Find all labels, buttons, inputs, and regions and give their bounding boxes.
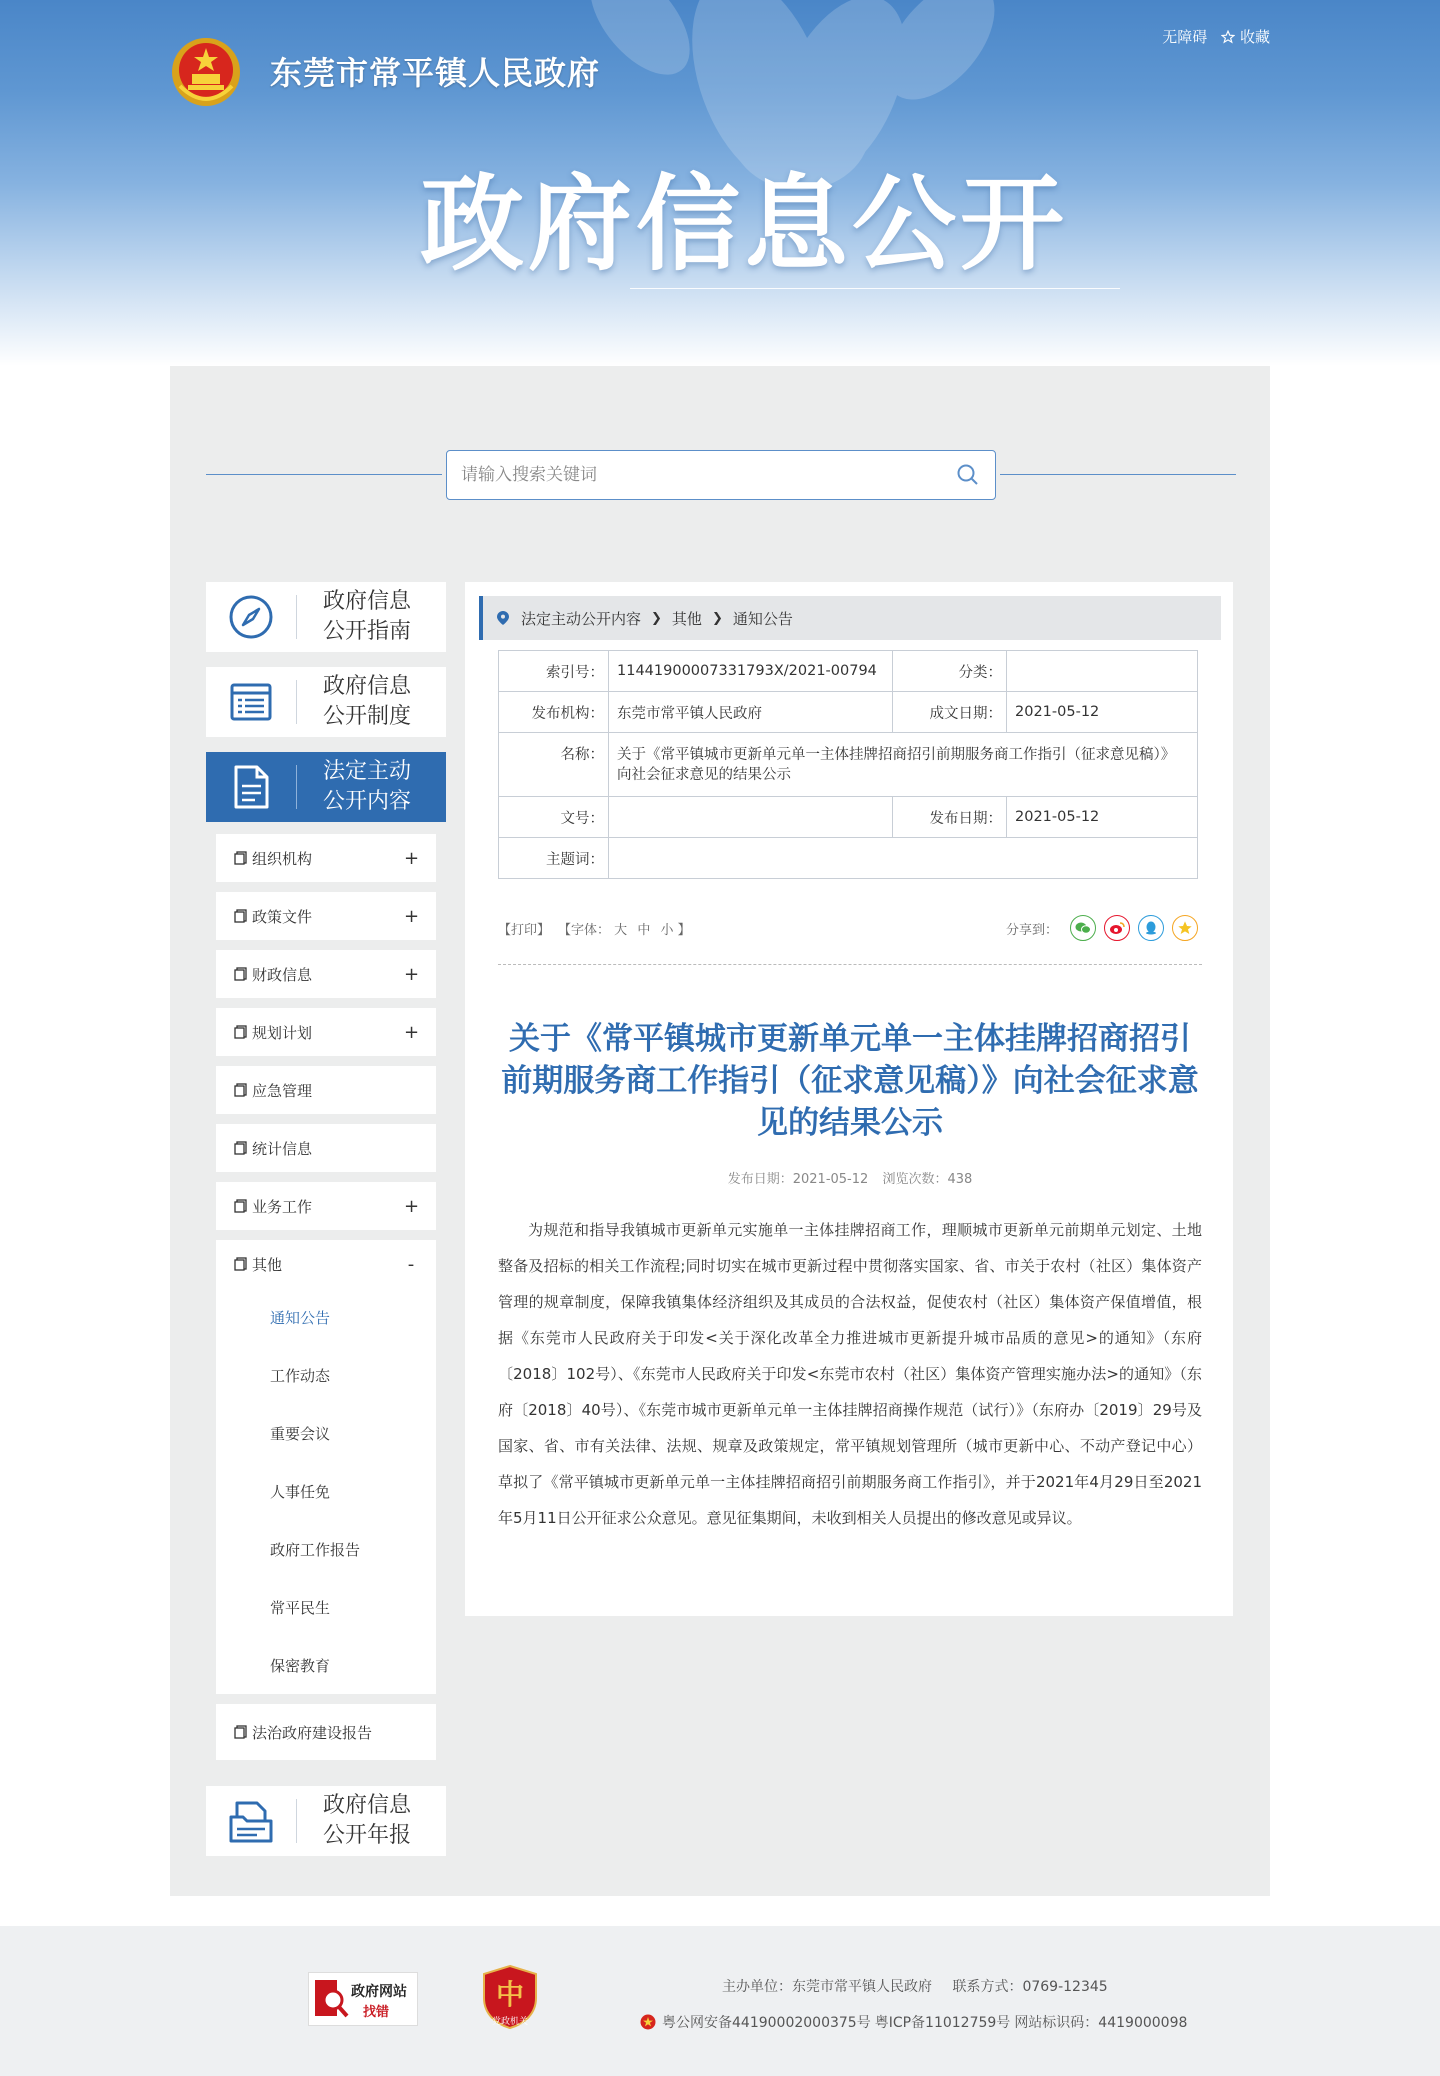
article-toolbar xyxy=(498,912,1198,944)
favorite-link[interactable] xyxy=(1221,26,1270,47)
accessibility-link[interactable]: 无障碍 xyxy=(1162,28,1208,46)
subject-label: 主题词： xyxy=(499,838,609,879)
main-panel xyxy=(170,366,1270,1896)
nav-system-line1: 政府信息 xyxy=(323,674,412,699)
created-date-label: 成文日期： xyxy=(893,692,1007,733)
publisher-value: 东莞市常平镇人民政府 xyxy=(609,692,893,733)
badge2-label: 党政机关 xyxy=(491,2017,528,2027)
doc-name-label: 名称： xyxy=(499,733,609,797)
share-label: 分享到： xyxy=(1005,922,1058,938)
content-card xyxy=(465,582,1233,1616)
category-label: 分类： xyxy=(893,651,1007,692)
subject-value xyxy=(609,838,1198,879)
sidebar-leaf-work-report[interactable]: 政府工作报告 xyxy=(270,1540,361,1559)
star-outline-icon xyxy=(1221,30,1235,44)
search-divider-left xyxy=(206,474,442,475)
qzone-star-icon[interactable] xyxy=(1172,915,1198,941)
nav-statutory-content[interactable] xyxy=(206,752,446,822)
document-small-icon xyxy=(234,1025,248,1039)
breadcrumb xyxy=(479,596,1221,640)
search-area xyxy=(206,450,1236,500)
weibo-icon[interactable] xyxy=(1104,915,1130,941)
breadcrumb-item[interactable]: 其他 xyxy=(671,609,702,628)
site-footer xyxy=(0,1926,1440,2076)
index-label: 索引号： xyxy=(499,651,609,692)
sidebar-item-other[interactable] xyxy=(216,1240,436,1288)
document-small-icon xyxy=(234,1725,248,1739)
sidebar-leaf-livelihood[interactable]: 常平民生 xyxy=(270,1598,331,1617)
sidebar-item-org[interactable] xyxy=(216,834,436,882)
footer-host: 主办单位：东莞市常平镇人民政府 xyxy=(722,1979,932,1995)
nav-content-line2: 公开内容 xyxy=(323,789,412,814)
doc-number-value xyxy=(609,797,893,838)
nav-disclosure-guide[interactable] xyxy=(206,582,446,652)
article-body: 为规范和指导我镇城市更新单元实施单一主体挂牌招商工作，理顺城市更新单元前期单元划定、土地整备及招标的相关工作流程;同时切实在城市更新过程中贯彻落实国家、省、市关于农村（社区）集体资产管理的规章制度，保障我镇集体经济组织及其成员的合法权益，促使农村（社区）集体资产保值增值，根据《东莞市人民政府关于印发<关于深化改革全力推进城市更新提升城市品质的意见>的通知》（东府〔2018〕102号）、《东莞市人民政府关于印发<东莞市农村（社区）集体资产管理实施办法>的通知》（东府〔2018〕40号）、《东莞市城市更新单元单一主体挂牌招商操作规范（试行）》（东府办〔2019〕29号及国家、省、市有关法律、法规、规章及政策规定，常平镇规划管理所（城市更新中心、不动产登记中心）草拟了《常平镇城市更新单元单一主体挂牌招商招引前期服务商工作指引》，并于2021年4月29日至2021年5月11日公开征求公众意见。意见征集期间，未收到相关人员提出的修改意见或异议。 xyxy=(498,1221,1202,1527)
expand-toggle[interactable]: + xyxy=(404,1021,420,1043)
nav-annual-line1: 政府信息 xyxy=(323,1793,412,1818)
article-meta xyxy=(498,1168,1202,1187)
search-box xyxy=(446,450,996,500)
search-icon[interactable] xyxy=(955,462,981,488)
statutory-submenu xyxy=(206,822,446,1786)
sidebar-item-label: 业务工作 xyxy=(252,1197,313,1216)
nav-system-line2: 公开制度 xyxy=(323,704,412,729)
font-suffix: 】 xyxy=(677,922,691,938)
sidebar-item-label: 法治政府建设报告 xyxy=(252,1723,373,1742)
qq-icon[interactable] xyxy=(1138,915,1164,941)
document-small-icon xyxy=(234,1199,248,1213)
footer-registration-info xyxy=(640,2012,1187,2032)
nav-annual-line2: 公开年报 xyxy=(323,1823,412,1848)
publish-date-label: 发布日期： xyxy=(893,797,1007,838)
chevron-right-icon: ❯ xyxy=(651,610,662,626)
expand-toggle[interactable]: + xyxy=(404,1195,420,1217)
list-document-icon xyxy=(228,679,274,725)
sidebar-leaf-work-news[interactable]: 工作动态 xyxy=(270,1366,331,1385)
doc-name-value: 关于《常平镇城市更新单元单一主体挂牌招商招引前期服务商工作指引（征求意见稿）》向社会征求意见的结果公示 xyxy=(609,733,1198,797)
sidebar-item-statistics[interactable] xyxy=(216,1124,436,1172)
sidebar-item-finance[interactable] xyxy=(216,950,436,998)
font-large-link[interactable]: 大 xyxy=(614,922,628,938)
document-icon xyxy=(230,764,272,810)
sidebar-item-emergency[interactable] xyxy=(216,1066,436,1114)
footer-site-id: 网站标识码：4419000098 xyxy=(1014,2015,1188,2031)
category-value xyxy=(1007,651,1198,692)
document-small-icon xyxy=(234,967,248,981)
site-name[interactable]: 东莞市常平镇人民政府 xyxy=(270,54,601,92)
nav-annual-report[interactable] xyxy=(206,1786,446,1856)
search-input[interactable] xyxy=(461,465,955,485)
party-gov-organ-badge[interactable] xyxy=(480,1964,540,2030)
compass-icon xyxy=(228,594,274,640)
favorite-label: 收藏 xyxy=(1239,28,1270,46)
font-prefix: 【字体： xyxy=(558,922,611,938)
nav-disclosure-system[interactable] xyxy=(206,667,446,737)
document-info-table xyxy=(498,650,1198,879)
sidebar-leaf-meetings[interactable]: 重要会议 xyxy=(270,1424,331,1443)
font-small-link[interactable]: 小 xyxy=(660,922,674,938)
badge1-line2: 找错 xyxy=(363,2005,390,2020)
article-title: 关于《常平镇城市更新单元单一主体挂牌招商招引前期服务商工作指引（征求意见稿）》向社会征求意见的结果公示 xyxy=(501,1021,1199,1141)
site-header xyxy=(0,0,1440,366)
sidebar-group-other xyxy=(216,1240,436,1694)
sidebar-leaf-personnel[interactable]: 人事任免 xyxy=(270,1482,331,1501)
article-views: 浏览次数：438 xyxy=(882,1172,973,1187)
expand-toggle[interactable]: + xyxy=(404,963,420,985)
font-medium-link[interactable]: 中 xyxy=(637,922,651,938)
collapse-toggle[interactable]: - xyxy=(407,1253,415,1275)
sidebar-item-rule-of-law-report[interactable] xyxy=(216,1704,436,1760)
index-value: 11441900007331793X/2021-00794 xyxy=(609,651,893,692)
document-small-icon xyxy=(234,909,248,923)
footer-host-info xyxy=(722,1976,1108,1996)
sidebar-item-label: 组织机构 xyxy=(252,849,313,868)
footer-icp[interactable]: 粤ICP备11012759号 xyxy=(874,2015,1011,2031)
nav-guide-line2: 公开指南 xyxy=(323,619,412,644)
sidebar-item-label: 政策文件 xyxy=(252,907,313,926)
top-links xyxy=(1162,26,1270,47)
title-divider xyxy=(630,288,1120,289)
nav-guide-line1: 政府信息 xyxy=(323,589,412,614)
nav-content-line1: 法定主动 xyxy=(323,759,412,784)
article-date: 发布日期：2021-05-12 xyxy=(727,1172,869,1187)
created-date-value: 2021-05-12 xyxy=(1007,692,1198,733)
font-size-control xyxy=(558,919,691,938)
wechat-icon[interactable] xyxy=(1070,915,1096,941)
print-link[interactable]: 【打印】 xyxy=(498,922,551,938)
expand-toggle[interactable]: + xyxy=(404,905,420,927)
document-small-icon xyxy=(234,1141,248,1155)
footer-contact: 联系方式：0769-12345 xyxy=(952,1979,1108,1995)
location-pin-icon xyxy=(497,611,509,625)
doc-number-label: 文号： xyxy=(499,797,609,838)
footer-police[interactable]: 粤公网安备44190002000375号 xyxy=(662,2015,871,2031)
police-badge-icon xyxy=(640,2014,656,2030)
sidebar-leaf-confidentiality[interactable]: 保密教育 xyxy=(270,1656,331,1675)
badge1-line1: 政府网站 xyxy=(351,1984,407,2000)
document-small-icon xyxy=(234,1257,248,1271)
document-small-icon xyxy=(234,851,248,865)
sidebar-item-label: 财政信息 xyxy=(252,965,313,984)
search-divider-right xyxy=(1000,474,1236,475)
share-bar xyxy=(1006,915,1198,941)
chevron-right-icon: ❯ xyxy=(711,610,723,626)
sidebar-item-business[interactable] xyxy=(216,1182,436,1230)
breadcrumb-item[interactable]: 法定主动公开内容 xyxy=(521,609,642,628)
sidebar-item-label: 统计信息 xyxy=(252,1139,313,1158)
svg-text:中: 中 xyxy=(495,1978,525,2011)
publish-date-value: 2021-05-12 xyxy=(1007,797,1198,838)
sidebar-item-label: 规划计划 xyxy=(252,1023,313,1042)
sidebar xyxy=(206,582,446,1871)
breadcrumb-item[interactable]: 通知公告 xyxy=(732,609,793,628)
national-emblem-icon xyxy=(170,36,242,108)
sidebar-item-planning[interactable] xyxy=(216,1008,436,1056)
page-big-title: 政府信息公开 xyxy=(420,163,1069,285)
sidebar-item-label: 其他 xyxy=(252,1255,283,1274)
magnifier-logo-icon xyxy=(313,1978,351,2022)
document-small-icon xyxy=(234,1083,248,1097)
dashed-divider xyxy=(498,964,1202,965)
sidebar-leaf-notices[interactable]: 通知公告 xyxy=(270,1308,331,1327)
annual-report-icon xyxy=(227,1797,275,1845)
expand-toggle[interactable]: + xyxy=(404,847,420,869)
gov-site-error-report-badge[interactable] xyxy=(308,1972,418,2026)
publisher-label: 发布机构： xyxy=(499,692,609,733)
sidebar-item-policy[interactable] xyxy=(216,892,436,940)
sidebar-item-label: 应急管理 xyxy=(252,1081,313,1100)
